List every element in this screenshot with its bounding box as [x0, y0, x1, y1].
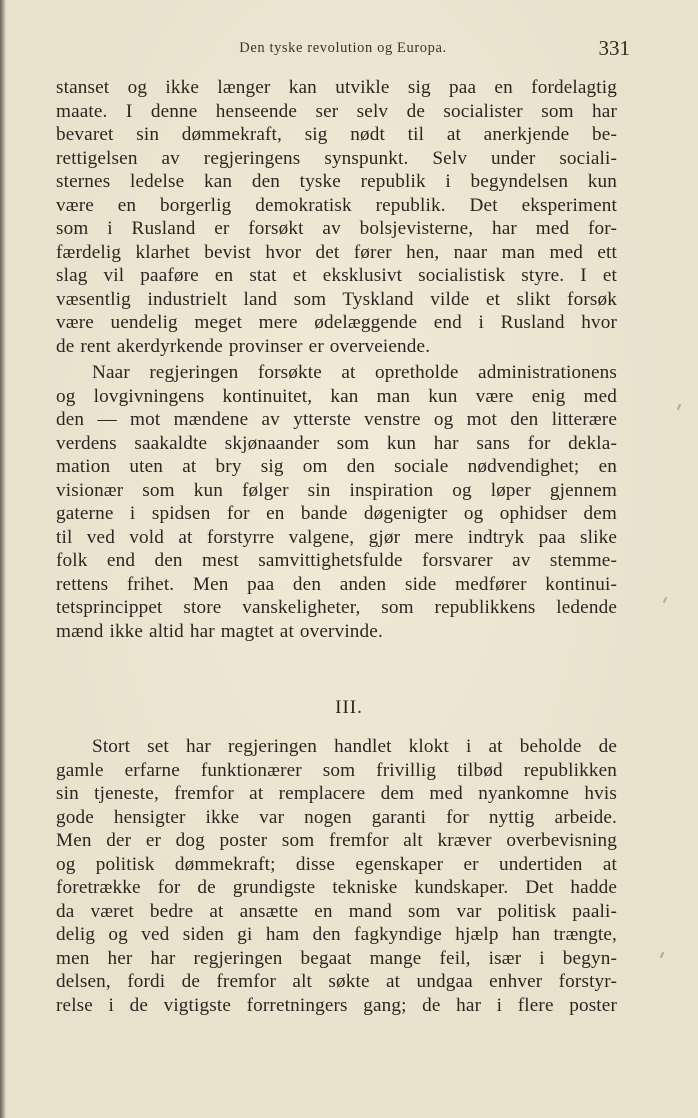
text-line: rettens frihet. Men paa den anden side medfører kontinui- — [56, 573, 617, 595]
running-head — [56, 36, 630, 62]
text-line: og politisk dømmekraft; disse egenskaper er undertiden at — [56, 853, 617, 875]
section-heading: III. — [335, 697, 363, 718]
text-line: mation uten at bry sig om den sociale nødvendighet; en — [56, 456, 617, 477]
text-line: de rent akerdyrkende provinser er overveiende. — [56, 335, 431, 357]
text-line: Naar regjeringen forsøkte at opretholde administrationens — [92, 362, 617, 383]
text-line: mænd ikke altid har magtet at overvinde. — [56, 620, 383, 642]
running-title: Den tyske revolution og Europa. — [239, 40, 447, 56]
text-line: Stort set har regjeringen handlet klokt i at beholde de — [92, 736, 617, 757]
text-line: væsentlig industrielt land som Tyskland vilde et slikt forsøk — [56, 288, 617, 310]
paragraph-2 — [56, 361, 617, 643]
text-line: delsen, fordi de fremfor alt søkte at undgaa enhver forstyr- — [56, 971, 617, 992]
text-line: stanset og ikke længer kan utvikle sig paa en fordelagtig — [56, 77, 617, 98]
page-number: 331 — [598, 36, 630, 60]
text-line: som i Rusland er forsøkt av bolsjevisterne, har med for- — [56, 218, 617, 239]
paper-speck — [677, 404, 681, 410]
text-line: gamle erfarne funktionærer som frivillig tilbød republikken — [56, 759, 617, 781]
text-line: visionær som kun følger sin inspiration og løper gjennem — [56, 479, 617, 501]
text-line: maate. I denne henseende ser selv de socialister som har — [56, 100, 617, 122]
paragraph-1 — [56, 76, 617, 358]
text-line: folk end den mest samvittighetsfulde forsvarer av stemme- — [56, 550, 617, 571]
text-line: være en borgerlig demokratisk republik. Det eksperiment — [56, 194, 617, 216]
text-line: delig og ved siden gi ham den fagkyndige hjælp han trængte, — [56, 924, 617, 945]
text-line: slag vil paaføre en stat et eksklusivt socialistisk styre. I et — [56, 265, 617, 286]
text-line: og lovgivningens kontinuitet, kan man kun være enig med — [56, 385, 617, 407]
text-line: tetsprincippet store vanskeligheter, som republikkens ledende — [56, 597, 617, 618]
text-line: sin tjeneste, fremfor at remplacere dem med nyankomne hvis — [56, 783, 617, 804]
text-line: til ved vold at forstyrre valgene, gjør mere indtryk paa slike — [56, 526, 617, 548]
text-line: da været bedre at ansætte en mand som var politisk paali- — [56, 900, 617, 922]
text-line: sternes ledelse kan den tyske republik i begyndelsen kun — [56, 171, 617, 192]
text-line: relse i de vigtigste forretningers gang; de har i flere poster — [56, 994, 617, 1016]
text-line: verdens saakaldte skjønaander som kun har sans for dekla- — [56, 432, 617, 454]
text-line: men her har regjeringen begaat mange feil, især i begyn- — [56, 947, 617, 969]
page-binding-edge — [0, 0, 6, 1118]
text-line: gaterne i spidsen for en bande døgenigter og ophidser dem — [56, 503, 617, 524]
text-line: være uendelig meget mere ødelæggende end i Rusland hvor — [56, 312, 617, 333]
text-line: den — mot mændene av ytterste venstre og mot den litterære — [56, 409, 617, 430]
text-line: foretrække for de grundigste tekniske kundskaper. Det hadde — [56, 877, 617, 898]
paper-speck — [660, 952, 664, 958]
text-line: bevaret sin dømmekraft, sig nødt til at anerkjende be- — [56, 124, 617, 145]
text-line: gode hensigter ikke var nogen garanti for nyttig arbeide. — [56, 806, 617, 828]
text-line: færdelig klarhet bevist hvor det fører hen, naar man med ett — [56, 241, 617, 263]
paper-speck — [663, 597, 667, 603]
text-line: Men der er dog poster som fremfor alt kræver overbevisning — [56, 830, 617, 851]
paragraph-3 — [56, 735, 617, 1017]
text-line: rettigelsen av regjeringens synspunkt. Selv under sociali- — [56, 147, 617, 169]
